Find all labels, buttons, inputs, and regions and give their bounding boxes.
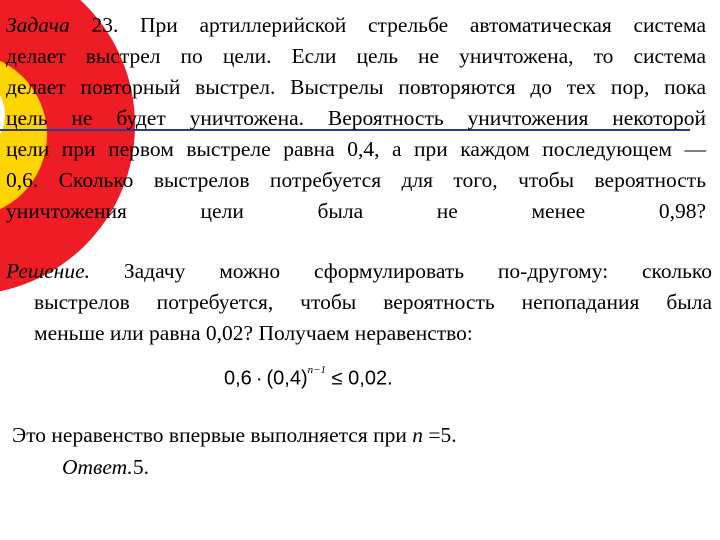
problem-number: 23. (91, 13, 119, 37)
solution (6, 256, 712, 349)
formula-base: (0,4) (266, 367, 308, 390)
problem-line: 0,6. Сколько выстрелов потребуется для того, чтобы вероятность (6, 168, 706, 192)
problem-line: делает повторный выстрел. Выстрелы повторяются до тех пор, пока (6, 75, 706, 99)
problem-line: цель не будет уничтожена. Вероятность уничтожения некоторой (6, 106, 706, 130)
conclusion-value: =5. (422, 423, 457, 447)
problem-line: делает выстрел по цели. Если цель не уничтожена, то система (6, 44, 706, 68)
problem-line-text: При артиллерийской стрельбе автоматическая система (140, 13, 707, 37)
answer-label: Ответ. (62, 455, 133, 479)
problem-line: уничтожения цели была не менее 0,98? (6, 199, 706, 223)
formula-coef: 0,6 (224, 367, 252, 390)
conclusion-var: n (412, 423, 423, 447)
solution-line-text: Задачу можно сформулировать по-другому: сколько (123, 259, 713, 283)
formula-exponent: n−1 (307, 364, 327, 376)
formula-op: · (255, 367, 263, 390)
solution-line (6, 256, 712, 287)
inequality-formula (224, 360, 393, 393)
answer (62, 452, 149, 483)
problem-statement (6, 10, 706, 227)
conclusion (12, 420, 457, 451)
conclusion-text: Это неравенство впервые выполняется при (12, 423, 407, 447)
answer-value: 5. (132, 455, 149, 479)
solution-line: выстрелов потребуется, чтобы вероятность непопадания была (34, 290, 712, 314)
formula-relation: ≤ 0,02. (331, 367, 393, 390)
solution-label: Решение. (6, 259, 91, 283)
solution-line: меньше или равна 0,02? Получаем неравенство: (34, 321, 473, 345)
problem-line (6, 10, 706, 41)
problem-line: цели при первом выстреле равна 0,4, а при каждом последующем — (6, 137, 706, 161)
problem-label: Задача (6, 13, 70, 37)
